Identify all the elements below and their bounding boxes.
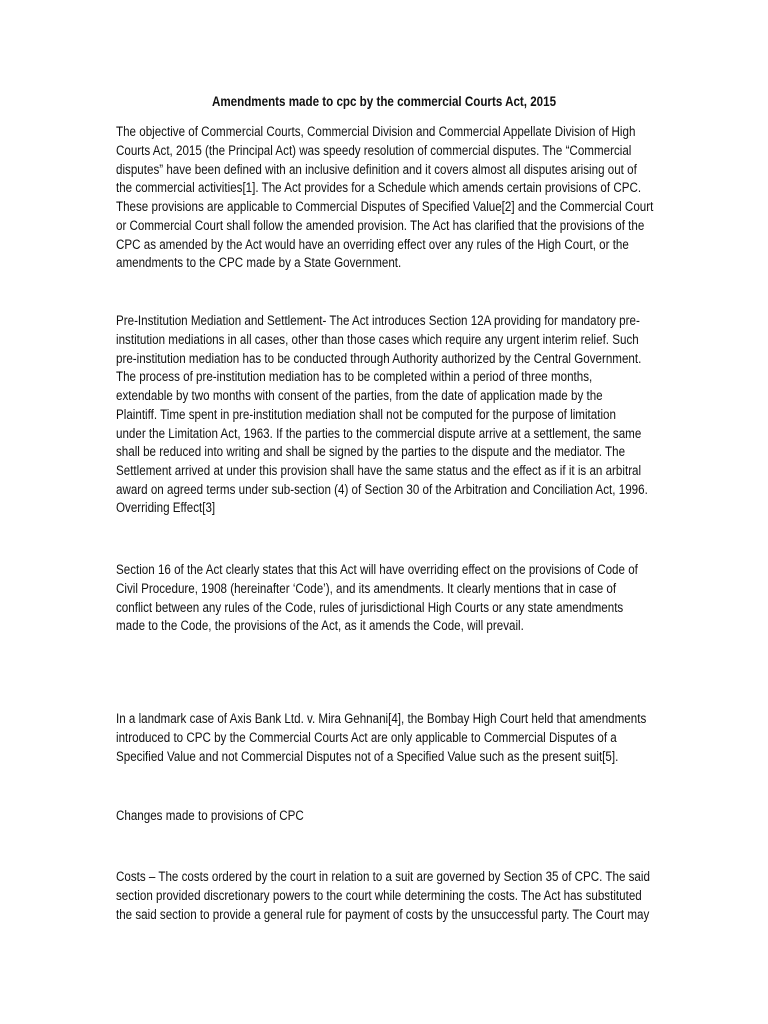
text-line: conflict between any rules of the Code, rules of jurisdictional High Courts or any state amendments xyxy=(116,599,624,615)
paragraph-axis-bank xyxy=(116,710,733,766)
text-line: institution mediations in all cases, other than those cases which require any urgent interim relief. Such xyxy=(116,331,639,347)
heading-changes-cpc xyxy=(116,807,334,826)
text-line: under the Limitation Act, 1963. If the parties to the commercial dispute arrive at a settlement, the same xyxy=(116,425,642,441)
paragraph-objective xyxy=(116,123,741,273)
paragraph-section-16 xyxy=(116,561,723,636)
text-line: extendable by two months with consent of the parties, from the date of application made by the xyxy=(116,388,603,403)
text-line: Specified Value and not Commercial Disputes not of a Specified Value such as the present suit[5]. xyxy=(116,748,619,764)
text-line: pre-institution mediation has to be conducted through Authority authorized by the Central Government. xyxy=(116,350,642,366)
text-line: These provisions are applicable to Commercial Disputes of Specified Value[2] and the Commercial Court xyxy=(116,199,654,214)
text-line: the said section to provide a general rule for payment of costs by the unsuccessful party. The Court may xyxy=(116,906,650,922)
text-line: Costs – The costs ordered by the court in relation to a suit are governed by Section 35 of CPC. The said xyxy=(116,869,650,884)
document-title: Amendments made to cpc by the commercial Courts Act, 2015 xyxy=(211,94,557,109)
text-line: In a landmark case of Axis Bank Ltd. v. Mira Gehnani[4], the Bombay High Court held that amendments xyxy=(116,711,647,726)
text-line: disputes” have been defined with an inclusive definition and it covers almost all disputes arising out of xyxy=(116,161,637,177)
paragraph-mediation xyxy=(116,312,734,500)
text-line: Section 16 of the Act clearly states that this Act will have overriding effect on the provisions of Code of xyxy=(116,562,638,577)
text-line: amendments to the CPC made by a State Government. xyxy=(116,255,402,271)
text-line: The process of pre-institution mediation has to be completed within a period of three months, xyxy=(116,369,593,385)
section-heading: Overriding Effect[3] xyxy=(116,500,216,515)
text-line: Settlement arrived at under this provision shall have the same status and the effect as if it is an arbitral xyxy=(116,463,642,478)
text-line: CPC as amended by the Act would have an overriding effect over any rules of the High Court, or the xyxy=(116,236,629,252)
text-line: the commercial activities[1]. The Act provides for a Schedule which amends certain provisions of CPC. xyxy=(116,180,642,196)
text-line: Plaintiff. Time spent in pre-institution mediation shall not be computed for the purpose of limitation xyxy=(116,406,616,422)
text-line: shall be reduced into writing and shall be signed by the parties to the dispute and the mediator. The xyxy=(116,444,626,460)
paragraph-costs xyxy=(116,868,737,924)
heading-overriding-effect xyxy=(116,499,231,518)
text-line: section provided discretionary powers to the court while determining the costs. The Act has substituted xyxy=(116,887,642,903)
text-line: Courts Act, 2015 (the Principal Act) was speedy resolution of commercial disputes. The “Commercial xyxy=(116,142,632,158)
text-line: introduced to CPC by the Commercial Courts Act are only applicable to Commercial Disputes of a xyxy=(116,729,617,745)
text-line: made to the Code, the provisions of the Act, as it amends the Code, will prevail. xyxy=(116,618,524,634)
text-line: Pre-Institution Mediation and Settlement- The Act introduces Section 12A providing for mandatory pre- xyxy=(116,313,640,328)
text-line: or Commercial Court shall follow the amended provision. The Act has clarified that the provisions of the xyxy=(116,217,645,233)
section-heading: Changes made to provisions of CPC xyxy=(116,808,304,823)
text-line: Civil Procedure, 1908 (hereinafter ‘Code’), and its amendments. It clearly mentions that in case of xyxy=(116,580,617,596)
text-line: The objective of Commercial Courts, Commercial Division and Commercial Appellate Division of High xyxy=(116,124,636,139)
text-line: award on agreed terms under sub-section (4) of Section 30 of the Arbitration and Conciliation Act, 1996. xyxy=(116,481,648,497)
